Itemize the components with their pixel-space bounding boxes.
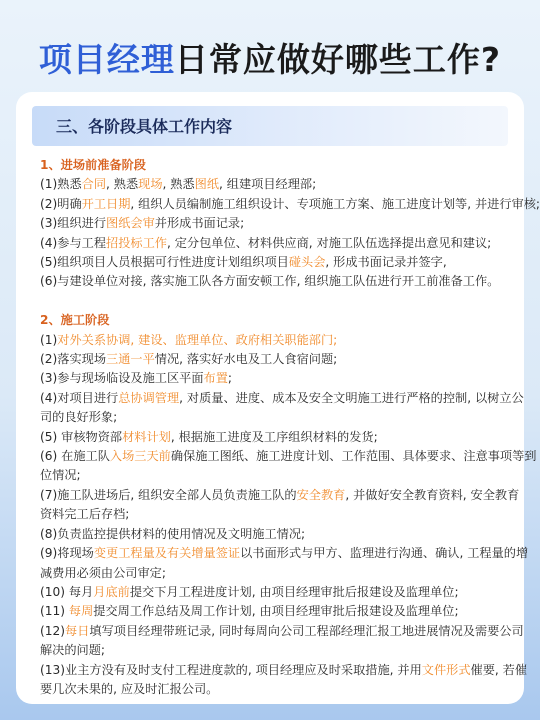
list-item: (10) 每月月底前提交下月工程进度计划, 由项目经理审批后报建设及监理单位;	[40, 584, 459, 599]
title-black-part: 日常应做好哪些工作?	[174, 40, 502, 79]
list-item: (1)对外关系协调, 建设、监理单位、政府相关职能部门;	[40, 332, 338, 347]
content-body	[40, 156, 540, 699]
list-item: (1)熟悉合同, 熟悉现场, 熟悉图纸, 组建项目经理部;	[40, 177, 317, 192]
page-title	[0, 34, 540, 81]
list-item: (6) 在施工队入场三天前确保施工图纸、施工进度计划、工作范围、具体要求、注意事项等到 位情况;	[40, 449, 537, 483]
list-item: (5) 审核物资部材料计划, 根据施工进度及工序组织材料的发货;	[40, 429, 378, 444]
list-item: (6)与建设单位对接, 落实施工队各方面安顿工作, 组织施工队伍进行开工前准备工作。	[40, 274, 500, 289]
list-item: (3)参与现场临设及施工区平面布置;	[40, 371, 232, 386]
list-item: (4)参与工程招投标工作, 定分包单位、材料供应商, 对施工队伍选择提出意见和建议;	[40, 235, 492, 250]
list-item: (2)落实现场三通一平情况, 落实好水电及工人食宿问题;	[40, 352, 338, 367]
list-item: (7)施工队进场后, 组织安全部人员负责施工队的安全教育, 并做好安全教育资料, 安全教育 资料完工后存档;	[40, 487, 520, 522]
list-item: (3)组织进行图纸会审并形成书面记录;	[40, 216, 245, 231]
list-item: (2)明确开工日期, 组织人员编制施工组织设计、专项施工方案、施工进度计划等, 并进行审核;	[40, 196, 540, 211]
list-item: (12)每日填写项目经理带班记录, 同时每周向公司工程部经理汇报工地进展情况及需要公司 解决的问题;	[40, 623, 524, 658]
section-header	[32, 106, 508, 146]
stage-2-heading: 2、施工阶段	[40, 313, 110, 328]
list-item: (5)组织项目人员根据可行性进度计划组织项目碰头会, 形成书面记录并签字,	[40, 255, 447, 270]
list-item: (13)业主方没有及时支付工程进度款的, 项目经理应及时采取措施, 并用文件形式催要, 若催 要几次未果的, 应及时汇报公司。	[40, 662, 528, 696]
list-item: (11) 每周提交周工作总结及周工作计划, 由项目经理审批后报建设及监理单位;	[40, 604, 459, 619]
section-title: 三、各阶段具体工作内容	[56, 117, 233, 136]
title-blue-part: 项目经理	[38, 40, 175, 79]
list-item: (9)将现场变更工程量及有关增量签证以书面形式与甲方、监理进行沟通、确认, 工程量的增 减费用必须由公司审定;	[40, 546, 529, 580]
list-item: (8)负责监控提供材料的使用情况及文明施工情况;	[40, 526, 306, 541]
stage-1-heading: 1、进场前准备阶段	[40, 158, 146, 172]
content-card	[16, 92, 540, 704]
list-item: (4)对项目进行总协调管理, 对质量、进度、成本及安全文明施工进行严格的控制, 以树立公 司的良好形象;	[40, 390, 524, 425]
